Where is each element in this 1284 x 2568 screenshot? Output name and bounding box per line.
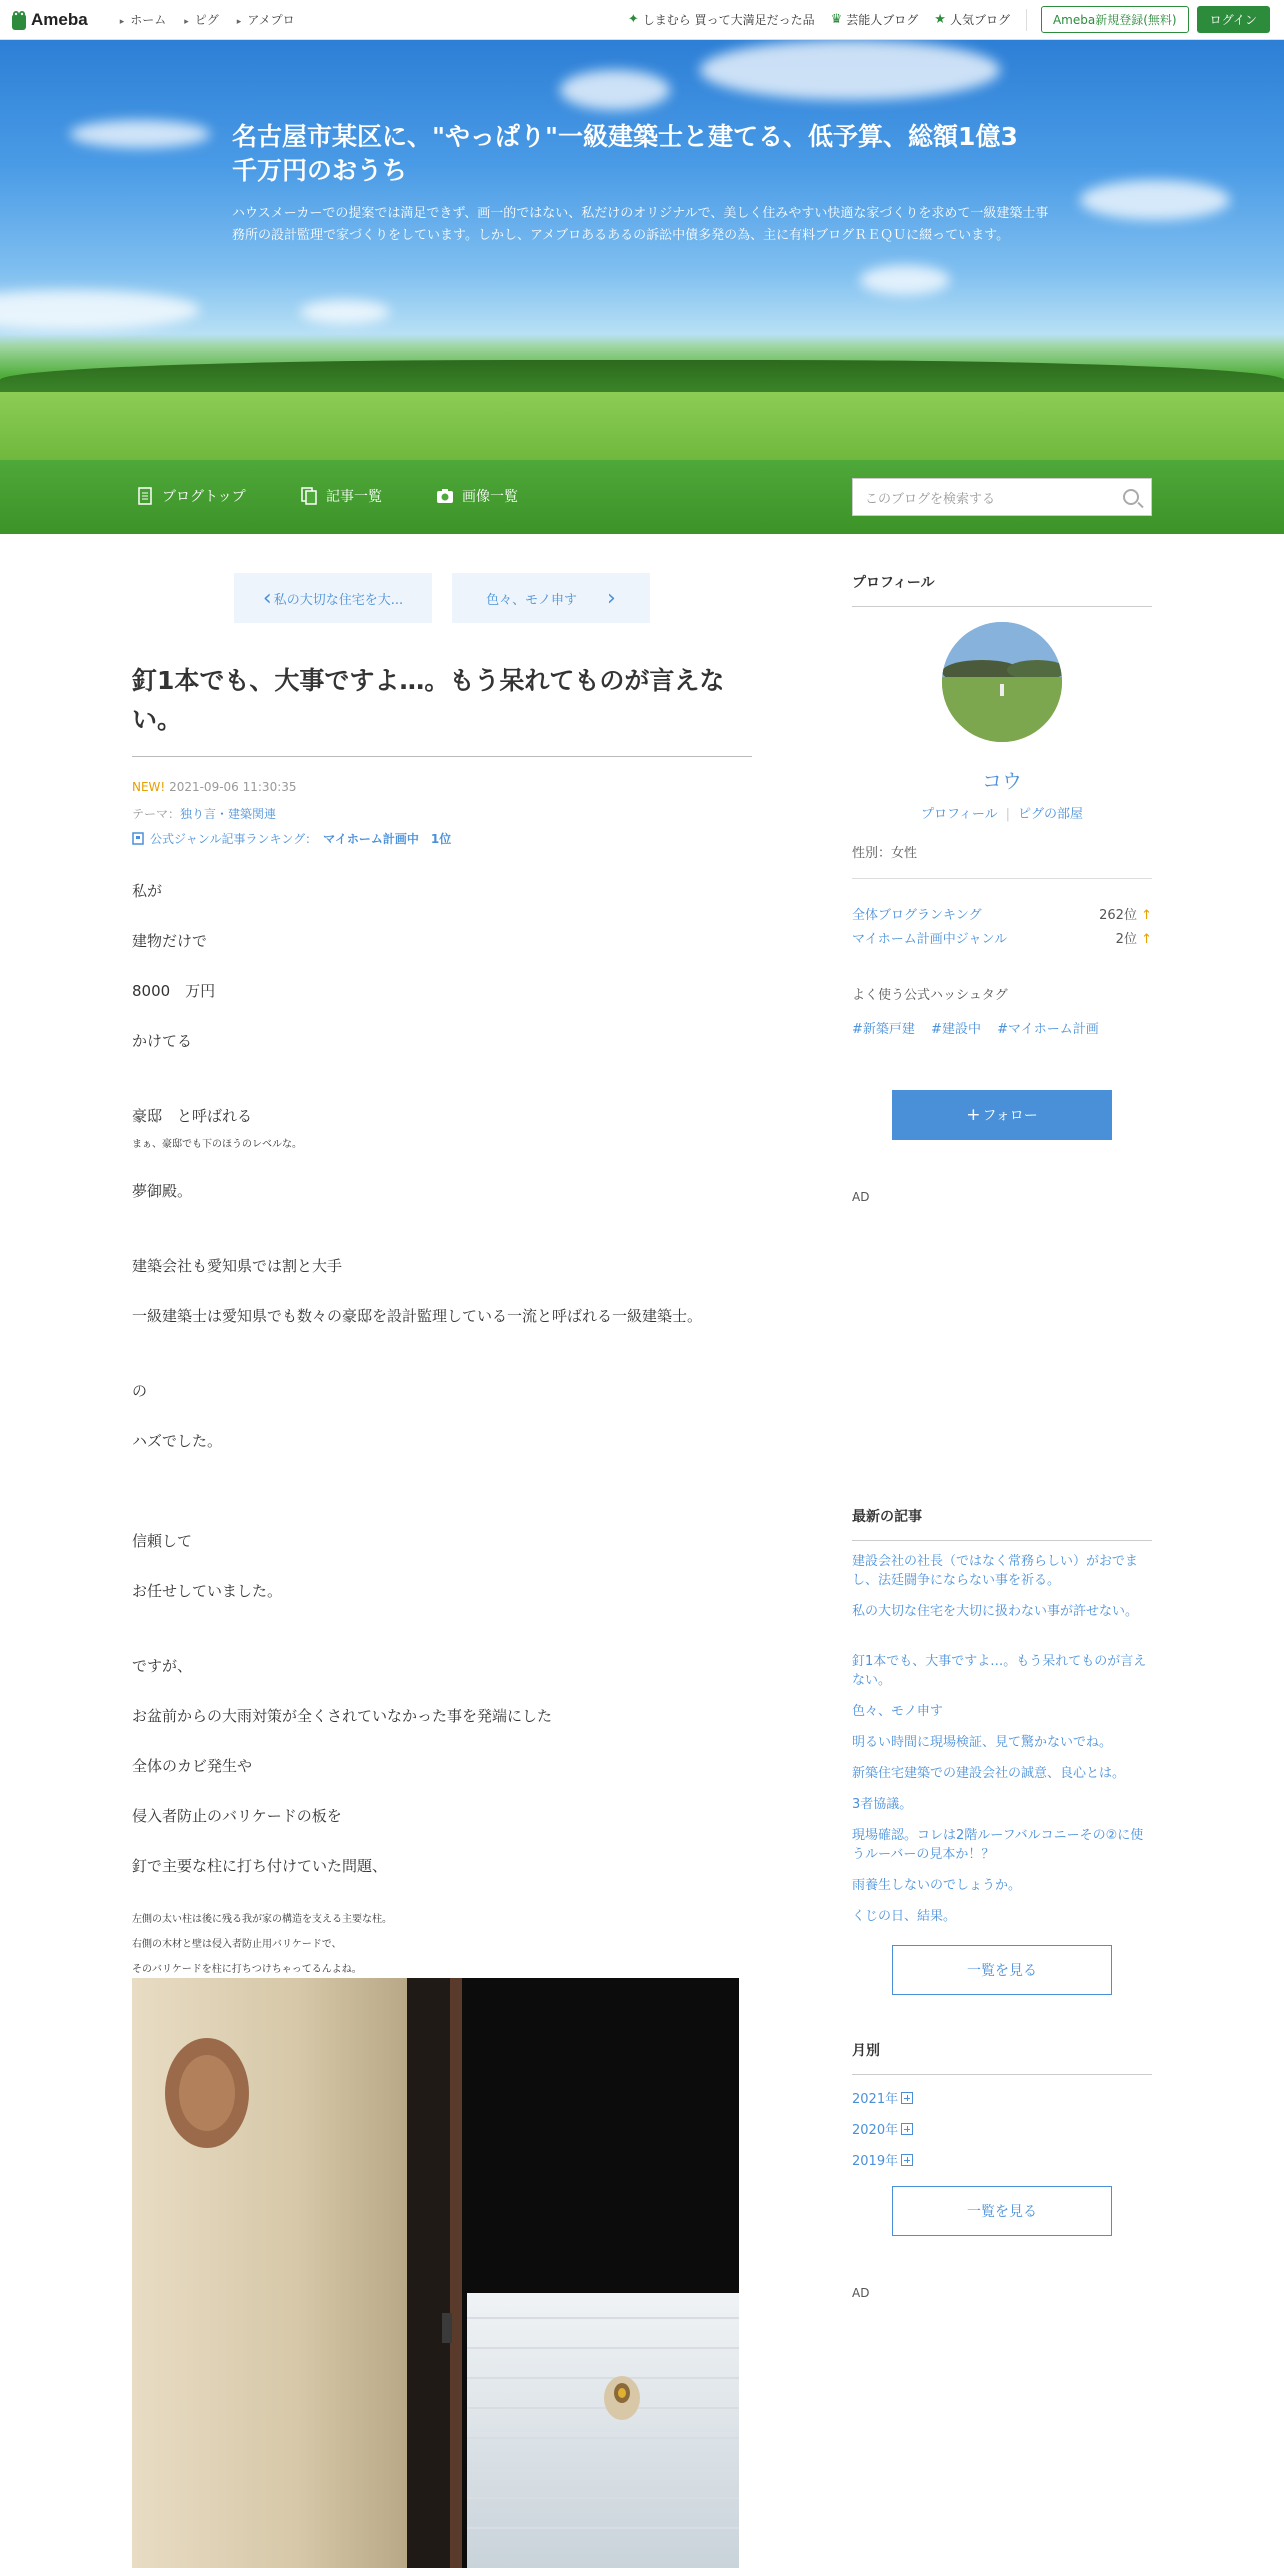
nav-pig[interactable]: ▸ ピグ — [184, 11, 219, 28]
ranking-icon — [132, 832, 144, 845]
profile-heading: プロフィール — [852, 572, 1152, 607]
recent-article-link[interactable]: 3者協議。 — [852, 1797, 913, 1812]
recent-more-button[interactable]: 一覧を見る — [892, 1945, 1112, 1995]
month-item[interactable] — [852, 2119, 913, 2138]
star-icon: ★ — [934, 12, 946, 27]
recent-article-link[interactable]: 明るい時間に現場検証、見て驚かないでね。 — [852, 1735, 1113, 1750]
nav-entry-list-label: 記事一覧 — [326, 489, 382, 505]
paragraph-small: そのバリケードを柱に打ちつけちゃってるんよね。 — [132, 1964, 362, 1975]
new-badge: NEW! — [132, 780, 166, 794]
ranking-value: 262位 — [1099, 908, 1137, 923]
nav-image-list-label: 画像一覧 — [462, 489, 518, 505]
paragraph: 釘で主要な柱に打ち付けていた問題、 — [132, 1857, 388, 1875]
popular-blog-label: 人気ブログ — [949, 13, 1010, 27]
expand-icon[interactable] — [901, 2154, 913, 2166]
register-button[interactable]: Ameba新規登録(無料) — [1041, 6, 1189, 33]
paragraph: 夢御殿。 — [132, 1182, 193, 1200]
prev-article-label: 私の大切な住宅を大... — [273, 592, 404, 608]
cloud-shape — [300, 300, 390, 324]
follow-button[interactable] — [892, 1090, 1112, 1140]
title-divider — [132, 756, 752, 757]
recent-article-link[interactable]: 私の大切な住宅を大切に扱わない事が許せない。 — [852, 1604, 1139, 1619]
paragraph-small: まぁ、豪邸でも下のほうのレベルな。 — [132, 1139, 302, 1150]
link-separator: | — [1005, 807, 1011, 822]
entry-list-icon — [300, 487, 318, 505]
paragraph: かけてる — [132, 1032, 193, 1050]
blog-top-icon — [136, 487, 154, 505]
blog-title[interactable]: 名古屋市某区に、"やっぱり"一級建築士と建てる、低予算、総額1億3千万円のおうち — [232, 122, 1018, 185]
prev-article-button[interactable] — [234, 573, 432, 623]
follow-label: フォロー — [982, 1108, 1038, 1124]
cloud-shape — [1080, 180, 1230, 220]
paragraph: お盆前からの大雨対策が全くされていなかった事を発端にした — [132, 1707, 553, 1725]
nav-blog-top[interactable] — [136, 486, 246, 506]
blog-description: ハウスメーカーでの提案では満足できず、画一的ではない、私だけのオリジナルで、美しく住みやすい快適な家づくりを求めて一級建築士事務所の設計監理で家づくりをしています。しかし、アメブロあるあるの訴訟中債多発の為、主に有料ブログＲＥＱＵに綴っています。 — [232, 206, 1049, 244]
crown-icon: ♛ — [830, 12, 843, 27]
month-item[interactable] — [852, 2088, 913, 2107]
paragraph: ハズでした。 — [132, 1432, 223, 1450]
ranking-value: 2位 — [1115, 932, 1137, 947]
next-article-label: 色々、モノ申す — [486, 592, 578, 608]
month-label: 2020年 — [852, 2123, 899, 2138]
paragraph: 建築会社も愛知県では割と大手 — [132, 1257, 343, 1275]
ranking-prefix: 公式ジャンル記事ランキング： — [150, 832, 318, 846]
chevron-right-icon: › — [607, 585, 616, 611]
celebrity-blog-label: 芸能人ブログ — [846, 13, 919, 27]
ranking-label: 全体ブログランキング — [852, 908, 982, 923]
paragraph: 全体のカビ発生や — [132, 1757, 253, 1775]
paragraph: 信頼して — [132, 1532, 193, 1550]
hashtag[interactable]: #マイホーム計画 — [997, 1022, 1099, 1037]
blog-nav — [0, 460, 1284, 534]
chevron-left-icon: ‹ — [262, 585, 272, 611]
arrow-up-icon: ↑ — [1141, 932, 1152, 947]
month-item[interactable] — [852, 2150, 913, 2169]
nav-entry-list[interactable] — [300, 486, 382, 506]
paragraph-small: 左側の太い柱は後に残る我が家の構造を支える主要な柱。 — [132, 1914, 392, 1925]
logo-text: Ameba — [31, 9, 88, 29]
blog-search-input[interactable] — [852, 478, 1152, 516]
photo-drawing — [132, 1978, 739, 2568]
hashtag[interactable]: #新築戸建 — [852, 1022, 915, 1037]
recent-article-link[interactable]: くじの日、結果。 — [852, 1909, 957, 1924]
paragraph: 私が — [132, 882, 163, 900]
avatar-drawing — [942, 622, 1062, 742]
ranking-row-genre[interactable] — [852, 928, 1152, 947]
paragraph: 一級建築士は愛知県でも数々の豪邸を設計監理している一流と呼ばれる一級建築士。 — [132, 1307, 703, 1325]
nav-home[interactable]: ▸ ホーム — [120, 11, 167, 28]
recent-article-link[interactable]: 現場確認。コレは2階ルーフバルコニーその②に使うルーバーの見本か！？ — [852, 1828, 1144, 1862]
ad-label: AD — [852, 1190, 870, 1204]
paragraph: 建物だけで — [132, 932, 208, 950]
paragraph-small: 右側の木材と壁は侵入者防止用バリケードで、 — [132, 1939, 342, 1950]
paragraph: の — [132, 1382, 148, 1400]
search-icon[interactable] — [1123, 489, 1139, 505]
article-theme — [132, 805, 276, 822]
recent-heading: 最新の記事 — [852, 1506, 1152, 1541]
cloud-shape — [860, 265, 950, 295]
ad-label: AD — [852, 2286, 870, 2300]
profile-links — [852, 803, 1152, 822]
ameba-logo[interactable] — [10, 8, 88, 32]
paragraph: ですが、 — [132, 1657, 193, 1675]
popular-blog-link[interactable] — [934, 11, 1010, 28]
profile-name[interactable]: コウ — [982, 769, 1022, 793]
cloud-shape — [70, 120, 210, 148]
profile-link[interactable]: プロフィール — [920, 807, 998, 822]
recent-article-link[interactable]: 雨養生しないのでしょうか。 — [852, 1878, 1022, 1893]
article-photo[interactable] — [132, 1978, 739, 2568]
month-label: 2019年 — [852, 2154, 899, 2169]
cloud-shape — [700, 40, 1000, 100]
paragraph: 豪邸 と呼ばれる — [132, 1107, 253, 1125]
hashtag-heading: よく使う公式ハッシュタグ — [852, 988, 1008, 1003]
ameba-frog-icon — [10, 8, 28, 32]
search-placeholder: このブログを検索する — [865, 491, 996, 507]
monthly-more-button[interactable]: 一覧を見る — [892, 2186, 1112, 2236]
ranking-row-overall[interactable] — [852, 904, 1152, 923]
article-title[interactable]: 釘1本でも、大事ですよ…。もう呆れてものが言えない。 — [132, 666, 725, 734]
avatar[interactable] — [942, 622, 1062, 742]
sparkle-icon: ✦ — [627, 12, 639, 27]
article-date-line — [132, 780, 297, 794]
expand-icon[interactable] — [901, 2123, 913, 2135]
nav-image-list[interactable] — [436, 486, 518, 506]
global-header — [0, 0, 1284, 40]
cloud-shape — [0, 290, 200, 330]
profile-divider — [852, 878, 1152, 879]
nav-amepro[interactable]: ▸ アメプロ — [237, 11, 295, 28]
hashtag-list — [852, 1018, 1111, 1037]
nav-blog-top-label: ブログトップ — [162, 489, 246, 505]
global-right — [628, 6, 1270, 33]
profile-gender: 性別：女性 — [852, 846, 918, 861]
ranking-label: マイホーム計画中ジャンル — [852, 932, 1008, 947]
recent-article-link[interactable]: 新築住宅建築での建設会社の誠意、良心とは。 — [852, 1766, 1126, 1781]
global-nav — [102, 11, 295, 28]
monthly-heading: 月別 — [852, 2040, 1152, 2075]
grass-field — [0, 392, 1284, 460]
recent-article-link[interactable]: 色々、モノ申す — [852, 1704, 943, 1719]
month-label: 2021年 — [852, 2092, 899, 2107]
expand-icon[interactable] — [901, 2092, 913, 2104]
pig-room-link[interactable]: ピグの部屋 — [1018, 807, 1084, 822]
hashtag[interactable]: #建設中 — [931, 1022, 981, 1037]
next-article-button[interactable] — [452, 573, 650, 623]
divider — [1026, 9, 1027, 31]
paragraph: 8000 万円 — [132, 982, 216, 1000]
theme-prefix: テーマ： — [132, 807, 181, 821]
cloud-shape — [560, 70, 670, 110]
blog-header-image — [0, 40, 1284, 460]
article-date: 2021-09-06 11:30:35 — [169, 780, 297, 794]
shimamura-link[interactable] — [628, 11, 815, 28]
theme-link[interactable]: 独り言・建築関連 — [180, 807, 277, 821]
celebrity-blog-link[interactable] — [831, 11, 919, 28]
article-ranking — [132, 830, 451, 847]
paragraph: お任せしていました。 — [132, 1582, 283, 1600]
recent-article-link[interactable]: 建設会社の社長（ではなく常務らしい）がおでまし、法廷闘争にならない事を祈る。 — [852, 1554, 1138, 1588]
shimamura-label: しまむら 買って大満足だった品 — [642, 13, 815, 27]
arrow-up-icon: ↑ — [1141, 908, 1152, 923]
login-button[interactable]: ログイン — [1197, 6, 1270, 33]
recent-article-link[interactable]: 釘1本でも、大事ですよ…。もう呆れてものが言えない。 — [852, 1654, 1147, 1688]
camera-icon — [436, 487, 454, 505]
plus-icon: + — [966, 1105, 981, 1125]
ranking-link[interactable]: マイホーム計画中 1位 — [323, 832, 452, 846]
paragraph: 侵入者防止のバリケードの板を — [132, 1807, 342, 1825]
